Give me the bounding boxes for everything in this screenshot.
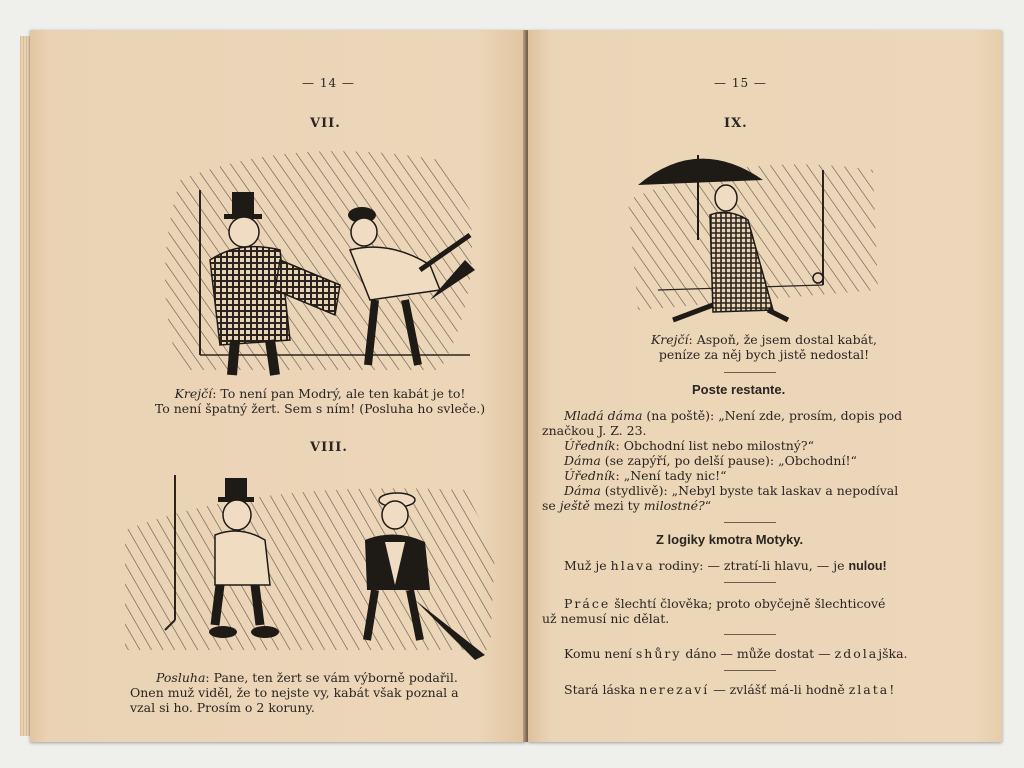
heading-viii: VIII.: [310, 440, 348, 455]
caption-viii-line-3: vzal si ho. Prosím o 2 koruny.: [130, 700, 315, 715]
caption-ix-line-1: : Aspoň, že jsem dostal kabát,: [688, 332, 878, 347]
speaker-krejci-ix: Krejčí: [650, 332, 689, 347]
caption-vii: [130, 386, 510, 416]
caption-viii-line-1: : Pane, ten žert se vám výborně podařil.: [205, 670, 458, 685]
speaker-urednik-2: Úředník: [564, 468, 616, 483]
speaker-posluha: Posluha: [156, 670, 206, 685]
divider: [724, 634, 776, 635]
left-page: [30, 30, 526, 742]
poste-line-2: značkou J. Z. 23.: [542, 423, 647, 438]
poste-line-7: se ještě mezi ty milostné?“: [542, 498, 712, 513]
poste-line-3: : Obchodní list nebo milostný?“: [615, 438, 814, 453]
illustration-vii: [140, 140, 480, 380]
speaker-mlada-dama: Mladá dáma: [564, 408, 643, 423]
divider: [724, 582, 776, 583]
poste-line-5: : „Není tady nic!“: [615, 468, 727, 483]
poste-line-4: (se zapýří, po delší pause): „Obchodní!“: [600, 453, 857, 468]
heading-ix: IX.: [724, 116, 748, 131]
poste-restante-title: Poste restante.: [692, 382, 786, 397]
speaker-dama-2: Dáma: [564, 483, 601, 498]
poste-line-1: (na poště): „Není zde, prosím, dopis pod: [642, 408, 903, 423]
caption-vii-line-1: : To není pan Modrý, ale ten kabát je to!: [212, 386, 466, 401]
illustration-viii: [105, 470, 505, 670]
joke-1: Muž je hlava rodiny: — ztratí-li hlavu, — je nulou!: [564, 558, 887, 573]
heading-vii: VII.: [310, 116, 341, 131]
caption-vii-line-2: To není špatný žert. Sem s ním! (Posluha ho svleče.): [154, 401, 486, 416]
divider: [724, 670, 776, 671]
caption-ix: [614, 332, 914, 362]
speaker-urednik: Úředník: [564, 438, 616, 453]
caption-ix-line-2: peníze za něj bych jistě nedostal!: [658, 347, 870, 362]
divider: [724, 522, 776, 523]
page-number-left: — 14 —: [302, 76, 355, 90]
speaker-dama: Dáma: [564, 453, 601, 468]
poste-line-6: (stydlivě): „Nebyl byste tak laskav a nepodíval: [600, 483, 899, 498]
caption-viii-line-2: Onen muž viděl, že to nejste vy, kabát však poznal a: [130, 685, 459, 700]
page-number-right: — 15 —: [714, 76, 767, 90]
caption-viii: [130, 670, 500, 715]
illustration-ix: [618, 140, 888, 330]
speaker-krejci: Krejčí: [174, 386, 213, 401]
logika-title: Z logiky kmotra Motyky.: [656, 532, 804, 547]
divider: [724, 372, 776, 373]
right-page: [528, 30, 1002, 742]
poste-restante-dialogue: [542, 408, 962, 513]
joke-4: Stará láska nerezaví — zvlášť má-li hodně zlata!: [564, 682, 897, 697]
joke-3: Komu není shůry dáno — může dostat — zdolajška.: [564, 646, 908, 661]
joke-2: Práce šlechtí člověka; proto obyčejně šlechticové už nemusí nic dělat.: [542, 596, 886, 626]
book-spread: [18, 22, 1006, 744]
